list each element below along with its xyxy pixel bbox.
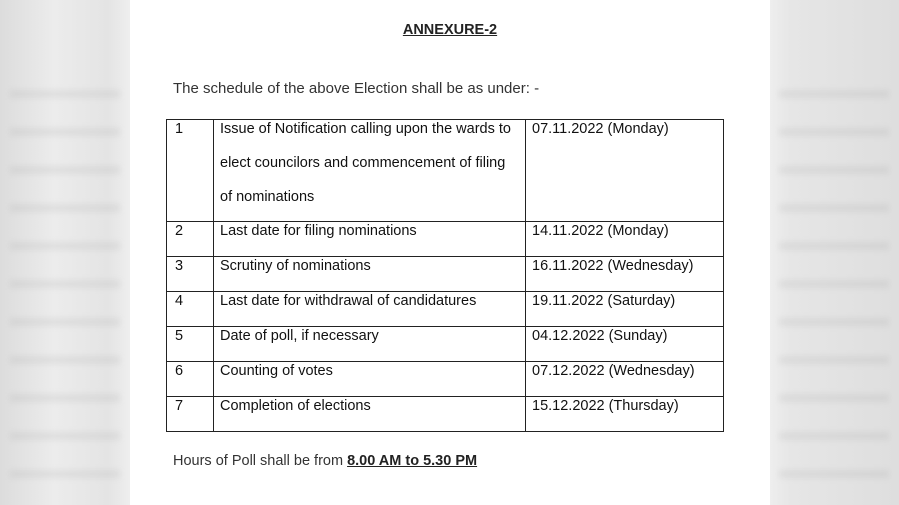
poll-hours-value: 8.00 AM to 5.30 PM [347, 453, 478, 469]
row-number: 4 [167, 292, 214, 327]
row-number: 1 [167, 120, 214, 222]
row-event-text: Issue of Notification calling upon the wards to elect councilors and commencement of filing of nominations [220, 121, 511, 205]
intro-text: The schedule of the above Election shall be as under: - [173, 80, 540, 97]
table-row [167, 292, 724, 327]
table-row [167, 222, 724, 257]
table-row [167, 120, 724, 222]
row-event: Scrutiny of nominations [214, 257, 526, 292]
row-date: 15.12.2022 (Thursday) [526, 397, 724, 432]
row-date: 07.12.2022 (Wednesday) [526, 362, 724, 397]
page-title: ANNEXURE-2 [402, 22, 498, 38]
poll-hours-line [173, 453, 477, 469]
table-row [167, 362, 724, 397]
row-event [214, 120, 526, 222]
row-number: 5 [167, 327, 214, 362]
row-number: 7 [167, 397, 214, 432]
row-event: Date of poll, if necessary [214, 327, 526, 362]
row-date: 19.11.2022 (Saturday) [526, 292, 724, 327]
row-date: 14.11.2022 (Monday) [526, 222, 724, 257]
row-event: Completion of elections [214, 397, 526, 432]
row-number: 3 [167, 257, 214, 292]
table-row [167, 257, 724, 292]
document-page [130, 0, 770, 505]
row-number: 6 [167, 362, 214, 397]
blurred-background-left [10, 60, 120, 480]
poll-hours-prefix: Hours of Poll shall be from [173, 453, 344, 469]
row-date: 04.12.2022 (Sunday) [526, 327, 724, 362]
row-event: Last date for filing nominations [214, 222, 526, 257]
row-date: 16.11.2022 (Wednesday) [526, 257, 724, 292]
blurred-background-right [779, 60, 889, 480]
row-date: 07.11.2022 (Monday) [526, 120, 724, 222]
row-event: Counting of votes [214, 362, 526, 397]
table-row [167, 327, 724, 362]
row-event: Last date for withdrawal of candidatures [214, 292, 526, 327]
election-schedule-table [166, 119, 724, 432]
table-row [167, 397, 724, 432]
row-number: 2 [167, 222, 214, 257]
